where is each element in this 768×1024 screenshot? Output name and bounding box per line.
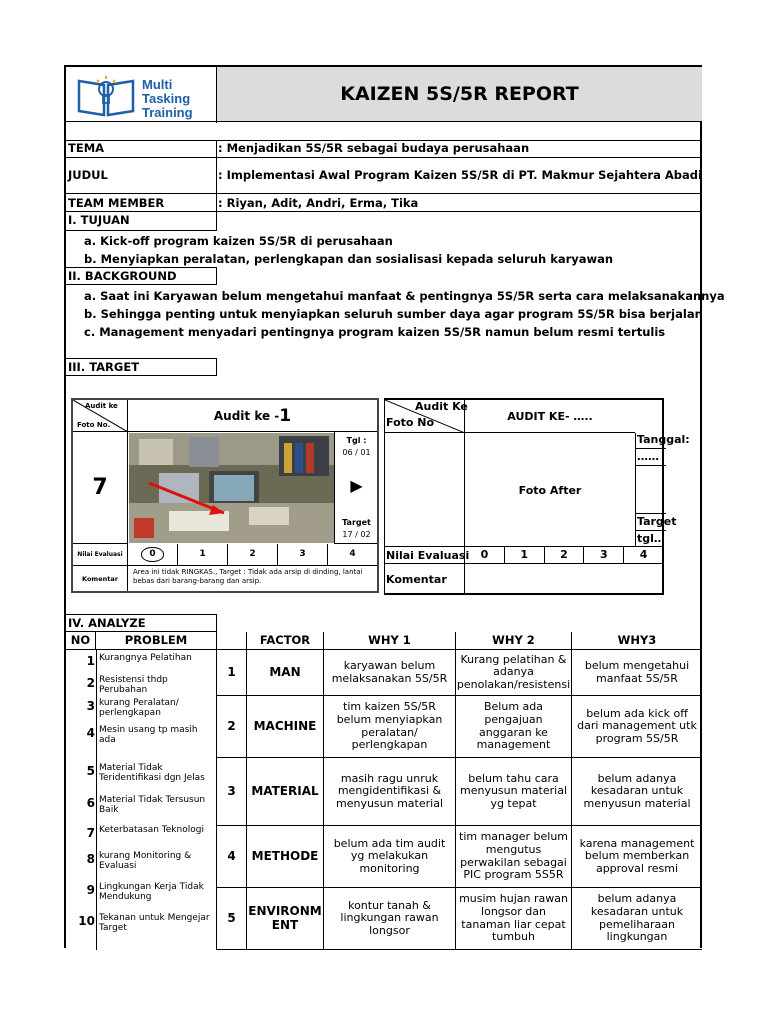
problem-row: [66, 881, 217, 909]
why1-cell: kontur tanah & lingkungan rawan longsor: [324, 888, 456, 950]
problem-row: [66, 724, 217, 752]
col-factor-no-header: [217, 632, 247, 650]
factor-number: 5: [217, 888, 247, 950]
judul-value: : Implementasi Awal Program Kaizen 5S/5R di PT. Makmur Sejahtera Abadi: [218, 168, 702, 182]
problem-row: [66, 824, 217, 852]
col-why3-header: WHY3: [617, 633, 657, 648]
why2-cell: musim hujan rawan longsor dan tanaman liar cepat tumbuh: [456, 888, 572, 950]
before-score-cell: 4: [349, 549, 356, 560]
after-audit-ke-value: AUDIT KE- …..: [465, 400, 635, 433]
why2-cell: Belum ada pengajuan anggaran ke management: [456, 696, 572, 758]
col-why2-header: WHY 2: [456, 632, 572, 650]
after-nilai-label: Nilai Evaluasi: [386, 549, 470, 562]
analyze-header-row: [66, 632, 702, 650]
background-heading-cell: [66, 267, 217, 285]
after-score-cell: 2: [545, 547, 585, 563]
factor-name: ENVIRONM ENT: [247, 888, 324, 950]
problem-number: 4: [86, 726, 95, 740]
after-tanggal-value: ……: [637, 450, 659, 463]
logo-line: Tasking: [142, 91, 191, 106]
before-audit-title-text: Audit ke -: [213, 408, 280, 423]
problem-row: [66, 762, 217, 790]
analyze-heading: IV. ANALYZE: [68, 616, 146, 630]
before-score-cell: 2: [228, 544, 278, 565]
after-tanggal-label: Tanggal:: [637, 433, 690, 446]
problem-row: [66, 912, 217, 940]
before-date-column: [334, 432, 377, 544]
problem-number: 10: [78, 914, 95, 928]
background-item: b. Sehingga penting untuk menyiapkan seluruh sumber daya agar program 5S/5R bisa berjalan: [84, 307, 703, 321]
after-score-row: [465, 547, 663, 564]
problem-rows: [66, 650, 217, 950]
problem-text: Kurangnya Pelatihan: [99, 653, 192, 663]
problem-row: [66, 697, 217, 725]
target-heading-cell: [66, 358, 217, 376]
why3-cell: belum mengetahui manfaat 5S/5R: [572, 650, 702, 696]
after-audit-card: [384, 398, 690, 595]
book-bulb-logo-icon: [76, 73, 136, 119]
tujuan-item: b. Menyiapkan peralatan, perlengkapan dan sosialisasi kepada seluruh karyawan: [84, 252, 614, 266]
selected-score: 0: [141, 547, 163, 561]
why1-cell: karyawan belum melaksanakan 5S/5R: [324, 650, 456, 696]
problem-number: 9: [86, 883, 95, 897]
problem-text: Resistensi thdp Perubahan: [99, 675, 168, 695]
after-score-cell: 0: [465, 547, 505, 563]
before-tgl-label: Tgl :: [346, 436, 367, 445]
target-heading: III. TARGET: [68, 360, 140, 374]
before-score-cell: [128, 544, 178, 565]
background-item: a. Saat ini Karyawan belum mengetahui manfaat & pentingnya 5S/5R serta cara melaksanakannya: [84, 289, 725, 303]
before-audit-header-cell: [73, 400, 128, 432]
logo-line: Multi: [142, 77, 173, 92]
problem-text: Mesin usang tp masih ada: [99, 725, 198, 745]
logo-line: Training: [142, 105, 193, 120]
after-foto-no-label: Foto No: [386, 416, 435, 429]
why2-cell: belum tahu cara menyusun material yg tepat: [456, 758, 572, 826]
problem-list: [66, 650, 217, 950]
after-target-value: tgl…: [637, 532, 665, 545]
col-no-header: NO: [66, 632, 96, 650]
report-title: KAIZEN 5S/5R REPORT: [217, 67, 702, 121]
factor-number: 1: [217, 650, 247, 696]
problem-text: kurang Peralatan/ perlengkapan: [99, 698, 179, 718]
problem-text: Keterbatasan Teknologi: [99, 825, 204, 835]
before-audit-card: [71, 398, 379, 593]
why3-cell: belum adanya kesadaran untuk pemeliharaan lingkungan: [572, 888, 702, 950]
after-score-cell: 4: [639, 547, 648, 561]
problem-number: 5: [86, 764, 95, 778]
report-sheet: [64, 65, 725, 948]
problem-number: 6: [86, 796, 95, 810]
factor-name: MATERIAL: [247, 758, 324, 826]
problem-number: 8: [86, 852, 95, 866]
problem-text: kurang Monitoring & Evaluasi: [99, 851, 192, 871]
after-score-cell: 1: [505, 547, 545, 563]
before-nilai-label: Nilai Evaluasi: [73, 544, 128, 566]
after-target-label: Target: [637, 515, 677, 528]
judul-label: JUDUL: [68, 168, 108, 182]
logo-text: [142, 78, 193, 120]
why2-cell: Kurang pelatihan & adanya penolakan/resistensi: [456, 650, 572, 696]
before-foto-no-label: Foto No.: [77, 421, 111, 429]
problem-text: Material Tidak Tersusun Baik: [99, 795, 206, 815]
tema-label: TEMA: [68, 141, 105, 155]
factor-table: [217, 650, 702, 950]
why1-cell: tim kaizen 5S/5R belum menyiapkan peralatan/ perlengkapan: [324, 696, 456, 758]
problem-text: Material Tidak Teridentifikasi dgn Jelas: [99, 763, 205, 783]
tema-value: : Menjadikan 5S/5R sebagai budaya perusahaan: [218, 141, 530, 155]
problem-row: [66, 794, 217, 822]
after-audit-ke-label: Audit Ke: [415, 400, 468, 413]
problem-number: 7: [86, 826, 95, 840]
before-komentar-label: Komentar: [73, 566, 128, 591]
problem-number: 2: [86, 676, 95, 690]
factor-name: MACHINE: [247, 696, 324, 758]
after-komentar-label: Komentar: [385, 564, 465, 595]
team-member-label: TEAM MEMBER: [68, 196, 165, 210]
logo-area: [66, 67, 217, 123]
factor-number: 2: [217, 696, 247, 758]
before-audit-number: 1: [279, 405, 292, 426]
before-score-cell: 3: [278, 544, 328, 565]
after-audit-header-cell: [385, 400, 468, 433]
factor-name: METHODE: [247, 826, 324, 888]
before-tgl-value: 06 / 01: [342, 448, 371, 457]
why3-cell: karena management belum memberkan approval resmi: [572, 826, 702, 888]
problem-text: Tekanan untuk Mengejar Target: [99, 913, 210, 933]
factor-name: MAN: [247, 650, 324, 696]
before-score-cell: 1: [178, 544, 228, 565]
factor-number: 4: [217, 826, 247, 888]
why2-cell: tim manager belum mengutus perwakilan sebagai PIC program 5S5R: [456, 826, 572, 888]
why1-cell: belum ada tim audit yg melakukan monitoring: [324, 826, 456, 888]
why3-cell: belum adanya kesadaran untuk menyusun material: [572, 758, 702, 826]
play-arrow-icon: ▶: [350, 476, 363, 495]
col-problem-header: PROBLEM: [96, 632, 217, 650]
background-heading: II. BACKGROUND: [68, 269, 177, 283]
after-score-cell: 3: [584, 547, 624, 563]
before-photo-number: 7: [73, 432, 128, 544]
problem-number: 3: [86, 699, 95, 713]
before-audit-ke-label: Audit ke: [85, 402, 118, 410]
after-date-column: [635, 433, 690, 547]
after-photo-area: [385, 433, 635, 547]
after-foto-placeholder: Foto After: [518, 483, 582, 497]
before-audit-title: [128, 400, 377, 432]
before-target-value: 17 / 02: [342, 530, 371, 539]
before-target-label: Target: [342, 518, 371, 527]
before-score-row: [128, 544, 377, 566]
col-why1-header: WHY 1: [324, 632, 456, 650]
office-desk-photo: [129, 433, 334, 543]
problem-number: 1: [86, 654, 95, 668]
factor-number: 3: [217, 758, 247, 826]
tujuan-heading: I. TUJUAN: [68, 213, 130, 227]
why1-cell: masih ragu unruk mengidentifikasi & menyusun material: [324, 758, 456, 826]
before-komentar-text: Area ini tidak RINGKAS., Target : Tidak ada arsip di dinding, lantai bebas dari barang-barang dan arsip.: [133, 568, 363, 586]
background-item: c. Management menyadari pentingnya program kaizen 5S/5R namun belum resmi tertulis: [84, 325, 666, 339]
col-factor-header: FACTOR: [247, 632, 324, 650]
problem-text: Lingkungan Kerja Tidak Mendukung: [99, 882, 204, 902]
why3-cell: belum ada kick off dari management utk program 5S/5R: [572, 696, 702, 758]
tujuan-item: a. Kick-off program kaizen 5S/5R di perusahaan: [84, 234, 393, 248]
analyze-heading-cell: [66, 614, 217, 632]
tujuan-heading-cell: [66, 211, 217, 231]
problem-row: [66, 850, 217, 878]
team-member-value: : Riyan, Adit, Andri, Erma, Tika: [218, 196, 419, 210]
